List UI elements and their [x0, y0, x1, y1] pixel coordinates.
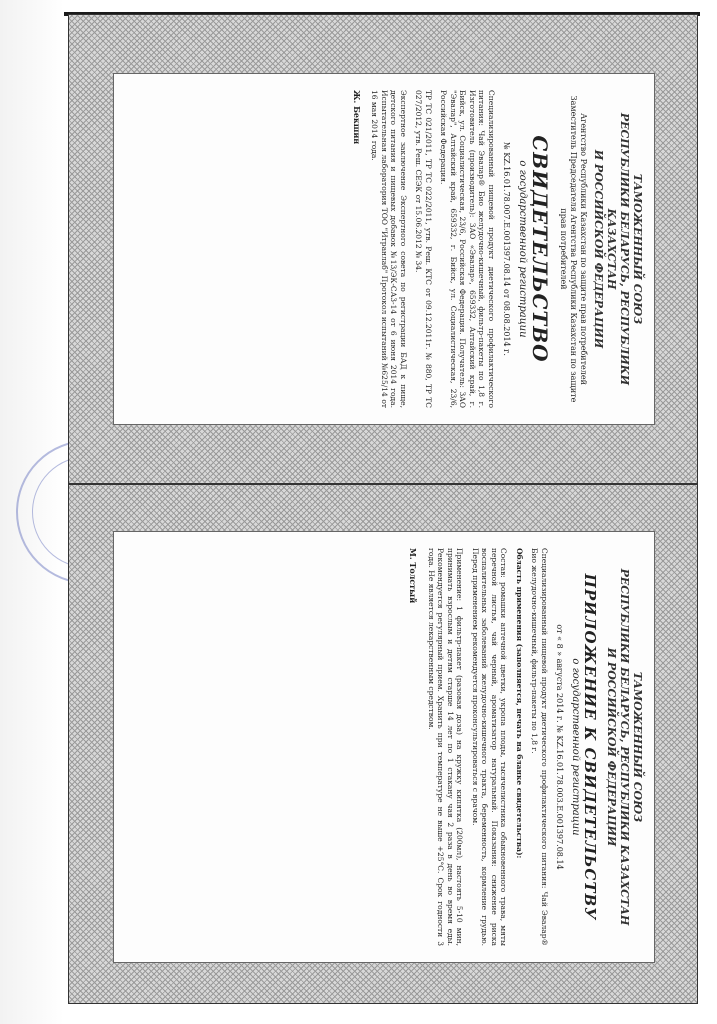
usage-text: Применение: 1 фильтр-пакет (разовая доза) на кружку кипятка (200мл), настоять 5-10 мин, принимать взрослым и детям старше 14 лет по 1 стакану чая 2 раза в день во время еды. Рекомендуется регулярный прием. Хранить при температуре не выше +25°С. Срок годности 3 года. Не является лекарственным средством. — [427, 548, 465, 946]
appendix-title: ПРИЛОЖЕНИЕ К СВИДЕТЕЛЬСТВУ — [581, 573, 599, 921]
certificate-title: СВИДЕТЕЛЬСТВО — [528, 135, 552, 363]
certificate-subtitle: о государственной регистрации — [517, 160, 528, 338]
technical-requirements: ТР ТС 021/2011, ТР ТС 022/2011, утв. Реш. КТС от 09.12.2011г. № 880, ТР ТС 027/2012, утв. Реш. СЕЭК от 15.06.2012 № 34. — [414, 90, 433, 408]
appendix-subtitle: о государственной регистрации — [570, 658, 581, 836]
certificate-bottom-panel — [113, 531, 655, 963]
signatory-name: М. Толстый — [408, 548, 419, 604]
union-header: ТАМОЖЕННЫЙ СОЮЗ РЕСПУБЛИКИ БЕЛАРУСЬ, РЕСПУБЛИКИ КАЗАХСТАН И РОССИЙСКОЙ ФЕДЕРАЦИИ — [592, 112, 644, 386]
union-header: ТАМОЖЕННЫЙ СОЮЗ РЕСПУБЛИКИ БЕЛАРУСЬ, РЕСПУБЛИКИ КАЗАХСТАН И РОССИЙСКОЙ ФЕДЕРАЦИИ — [605, 568, 644, 926]
certificate-top-panel — [113, 73, 655, 425]
composition-text: Состав: ромашки аптечной цветки, укропа плоды, тысячелистника обыкновенного трава, мяты перечной листья, чай черный, ароматизатор натуральный. Показания: снижение риска воспалительных заболеваний желудочно-кишечного тракта, беременность, кормление грудью. Перед применением рекомендуется проконсультироваться с врачом. — [471, 548, 509, 946]
expert-conclusion: Экспертное заключение Экспертного совета по регистрации БАД к пище, детского питания и пищевых добавок №13/ЭК-СА3-14 от 6 июня 2014 года. Испытательная лаборатория ТОО "Итранлаб" Протокол испытаний №625/14 от 16 мая 2014 года. — [370, 90, 408, 408]
signatory-name: Ж. Бекшин — [352, 90, 362, 145]
appendix-product: Специализированный пищевой продукт диетического профилактического питания: Чай Эвалар® Био желудочно-кишечный, фильтр-пакеты по 1,8 г. — [530, 548, 549, 946]
product-description: Специализированный пищевой продукт диетического профилактического питания: Чай Эвалар® Био желудочно-кишечный, фильтр-пакеты по 1,8 г. Изготовитель (производитель): ЗАО «Эвалар», 659332, Алтайский край, г. Бийск, ул. Социалистическая, 23/6, Российская Федерация. Получатель: ЗАО "Эвалар", Алтайский край, 659332, г. Бийск, ул. Социалистическая, 23/6, Российская Федерация. — [439, 90, 496, 408]
appendix-date-line: от « 8 » августа 2014 г. № KZ.16.01.78.003.E.001397.08.14 — [555, 624, 564, 870]
scope-heading: Область применения (заполняется, печать на бланке свидетельства): — [515, 548, 524, 859]
issuing-agency: Агентство Республики Казахстан по защите прав потребителей Заместитель Председателя Агентства Республики Казахстан по защите прав потребителей — [559, 95, 588, 403]
certificate-bottom-content — [114, 532, 654, 962]
registration-number: № KZ.16.01.78.007.E.001397.08.14 от 08.08.2014 г. — [502, 142, 511, 356]
certificate-top — [68, 14, 698, 484]
certificate-bottom — [68, 484, 698, 1004]
certificate-top-content — [114, 74, 654, 424]
